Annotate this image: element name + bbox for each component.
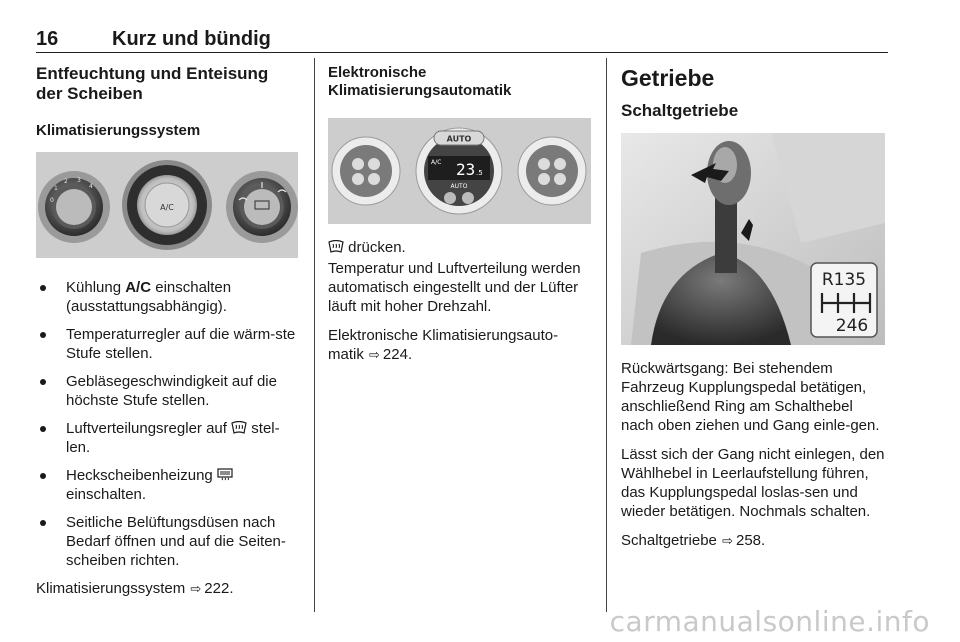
column-defrost (36, 64, 298, 608)
list-item: Seitliche Belüftungsdüsen nach Bedarf öffnen und auf die Seiten-scheiben richten. (36, 513, 298, 570)
watermark: carmanualsonline.info (609, 605, 930, 638)
list-item: Gebläsegeschwindigkeit auf die höchste Stufe stellen. (36, 372, 298, 410)
list-item: Luftverteilungsregler auf stel-len. (36, 419, 298, 457)
temperature-display: 23 (456, 160, 476, 179)
auto-description: Temperatur und Luftverteilung werden automatisch eingestellt und der Lüfter läuft mit hoher Drehzahl. (328, 260, 581, 315)
reference-arrow-icon: ⇨ (722, 533, 733, 548)
svg-text:0: 0 (50, 197, 54, 204)
running-title: Kurz und bündig (112, 28, 271, 50)
auto-climate-panel-illustration (328, 118, 591, 224)
windscreen-defrost-icon (231, 421, 247, 434)
windscreen-defrost-icon (328, 240, 344, 253)
reference-arrow-icon: ⇨ (369, 347, 380, 362)
column-auto-climate (328, 64, 593, 374)
climate-control-figure (36, 152, 298, 258)
reverse-gear-instruction: Rückwärtsgang: Bei stehendem Fahrzeug Kupplungspedal betätigen, anschließend Ring am Schalthebel nach oben ziehen und Gang einle-gen. (621, 360, 880, 434)
subsection-heading: Schaltgetriebe (621, 101, 739, 120)
page-header (36, 26, 888, 53)
cross-reference[interactable]: Klimatisierungssystem ⇨ 222. (36, 580, 234, 597)
svg-text:2: 2 (64, 178, 68, 185)
reference-arrow-icon: ⇨ (190, 581, 202, 596)
list-item: Heckscheibenheizung einschalten. (36, 466, 298, 504)
temperature-decimal: .5 (476, 169, 483, 177)
press-instruction: drücken. (328, 238, 593, 257)
gear-engage-instruction: Lässt sich der Gang nicht einlegen, den Wählhebel in Leerlaufstellung führen, das Kupplungspedal loslas-sen und wieder betätigen. Nochmals schalten. (621, 446, 885, 520)
rear-window-heating-icon (217, 468, 233, 481)
ac-display-label: A/C (431, 159, 442, 166)
climate-knobs-illustration (36, 152, 298, 258)
column-divider (606, 58, 607, 612)
list-item: Kühlung A/C einschalten (ausstattungsabhängig). (36, 278, 298, 316)
page-number: 16 (36, 28, 59, 50)
list-item: Temperaturregler auf die wärm-ste Stufe stellen. (36, 325, 298, 363)
auto-mode-label: AUTO (450, 183, 468, 190)
gear-pattern-top: R135 (821, 270, 867, 290)
gear-pattern-bottom: 246 (835, 316, 869, 336)
section-heading: Getriebe (621, 65, 715, 91)
cross-reference[interactable]: Schaltgetriebe ⇨ 258. (621, 532, 766, 549)
gearshift-figure (621, 133, 885, 345)
svg-text:3: 3 (77, 177, 81, 184)
svg-text:4: 4 (89, 183, 93, 190)
gearshift-illustration (621, 133, 885, 345)
column-transmission (621, 64, 887, 560)
auto-button-label: AUTO (446, 134, 472, 144)
section-heading: Elektronische Klimatisierungsautomatik (328, 64, 512, 99)
auto-climate-figure (328, 118, 591, 224)
column-divider (314, 58, 315, 612)
section-heading: Entfeuchtung und Enteisung der Scheiben (36, 64, 269, 103)
defrost-steps-list (36, 278, 298, 570)
svg-text:1: 1 (54, 185, 58, 192)
ac-knob-label: A/C (160, 203, 174, 212)
cross-reference[interactable]: Elektronische Klimatisierungsauto-matik ⇨ 224. (328, 327, 559, 363)
subsection-heading: Klimatisierungssystem (36, 122, 201, 139)
